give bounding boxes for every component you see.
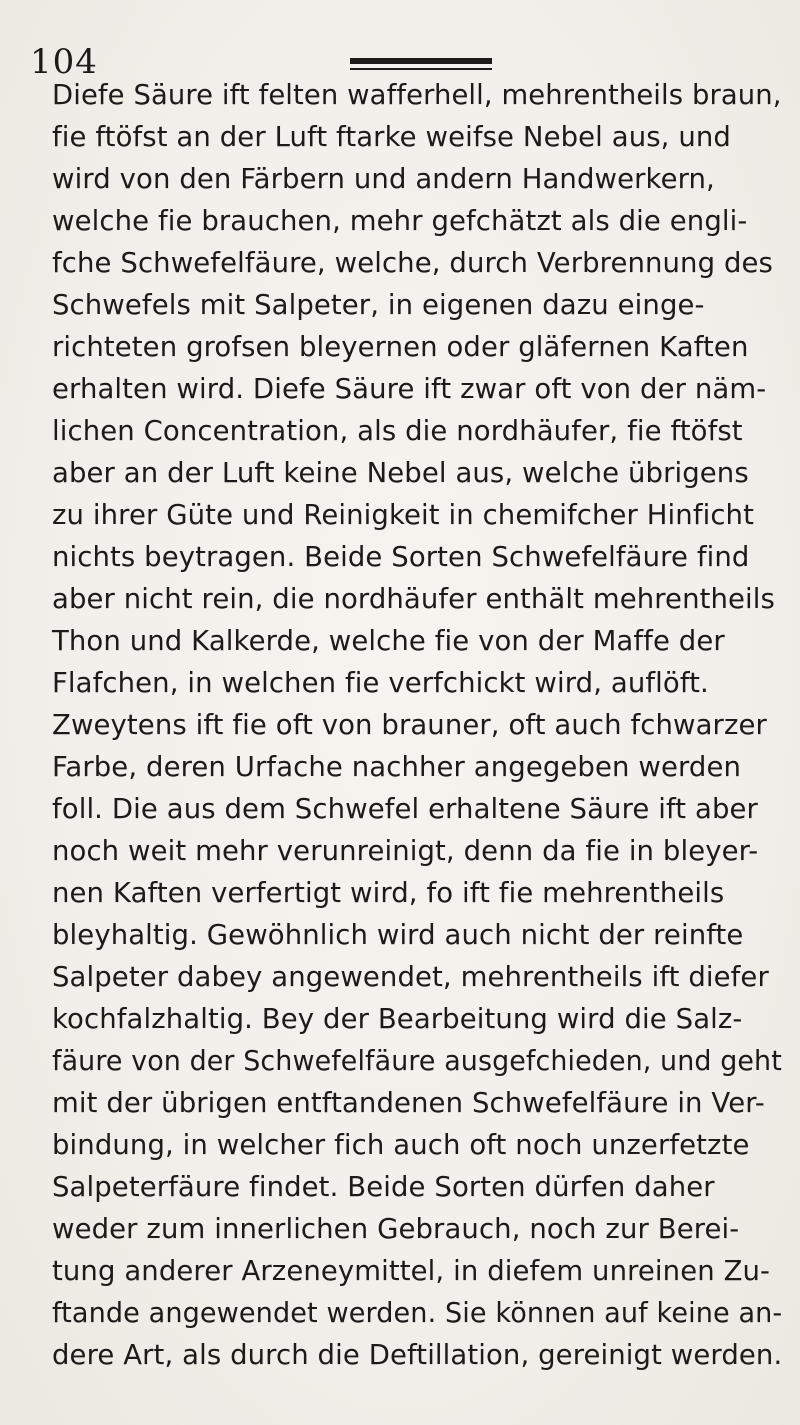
text-line: welche fie brauchen, mehr gefchätzt als die engli- (52, 205, 748, 237)
text-line: nen Kaften verfertigt wird, fo ift fie mehrentheils (52, 877, 725, 909)
text-line: fäure von der Schwefelfäure ausgefchieden, und geht (52, 1045, 782, 1077)
text-line: Thon und Kalkerde, welche fie von der Maffe der (52, 625, 725, 657)
text-line: Schwefels mit Salpeter, in eigenen dazu einge- (52, 289, 705, 321)
text-line: fche Schwefelfäure, welche, durch Verbrennung des (52, 247, 773, 279)
page-number: 104 (30, 42, 98, 82)
text-line: tung anderer Arzeneymittel, in diefem unreinen Zu- (52, 1255, 771, 1287)
text-line: richteten grofsen bleyernen oder gläfernen Kaften (52, 331, 749, 363)
text-line: Diefe Säure ift felten wafferhell, mehrentheils braun, (52, 79, 782, 111)
text-line: foll. Die aus dem Schwefel erhaltene Säure ift aber (52, 793, 758, 825)
text-line: Salpeterfäure findet. Beide Sorten dürfen daher (52, 1171, 715, 1203)
text-line: dere Art, als durch die Deftillation, gereinigt werden. (52, 1339, 783, 1371)
text-line: wird von den Färbern und andern Handwerkern, (52, 163, 715, 195)
text-line: Farbe, deren Urfache nachher angegeben werden (52, 751, 741, 783)
text-line: bindung, in welcher fich auch oft noch unzerfetzte (52, 1129, 750, 1161)
text-line: fie ftöfst an der Luft ftarke weifse Nebel aus, und (52, 121, 731, 153)
text-line: noch weit mehr verunreinigt, denn da fie in bleyer- (52, 835, 759, 867)
text-line: aber an der Luft keine Nebel aus, welche übrigens (52, 457, 749, 489)
text-line: kochfalzhaltig. Bey der Bearbeitung wird die Salz- (52, 1003, 743, 1035)
text-line: zu ihrer Güte und Reinigkeit in chemifcher Hinficht (52, 499, 754, 531)
text-line: ftande angewendet werden. Sie können auf keine an- (52, 1297, 783, 1329)
text-line: lichen Concentration, als die nordhäufer, fie ftöfst (52, 415, 743, 447)
body-text (52, 74, 782, 1376)
text-line: weder zum innerlichen Gebrauch, noch zur Berei- (52, 1213, 740, 1245)
text-line: bleyhaltig. Gewöhnlich wird auch nicht der reinfte (52, 919, 744, 951)
text-line: Salpeter dabey angewendet, mehrentheils ift diefer (52, 961, 769, 993)
text-line: Zweytens ift fie oft von brauner, oft auch fchwarzer (52, 709, 767, 741)
text-line: Flafchen, in welchen fie verfchickt wird, auflöft. (52, 667, 709, 699)
text-line: mit der übrigen entftandenen Schwefelfäure in Ver- (52, 1087, 765, 1119)
text-line: erhalten wird. Diefe Säure ift zwar oft von der näm- (52, 373, 767, 405)
header-rule-thin (350, 68, 492, 70)
text-line: aber nicht rein, die nordhäufer enthält mehrentheils (52, 583, 775, 615)
text-line: nichts beytragen. Beide Sorten Schwefelfäure find (52, 541, 750, 573)
header-rule (350, 58, 492, 64)
